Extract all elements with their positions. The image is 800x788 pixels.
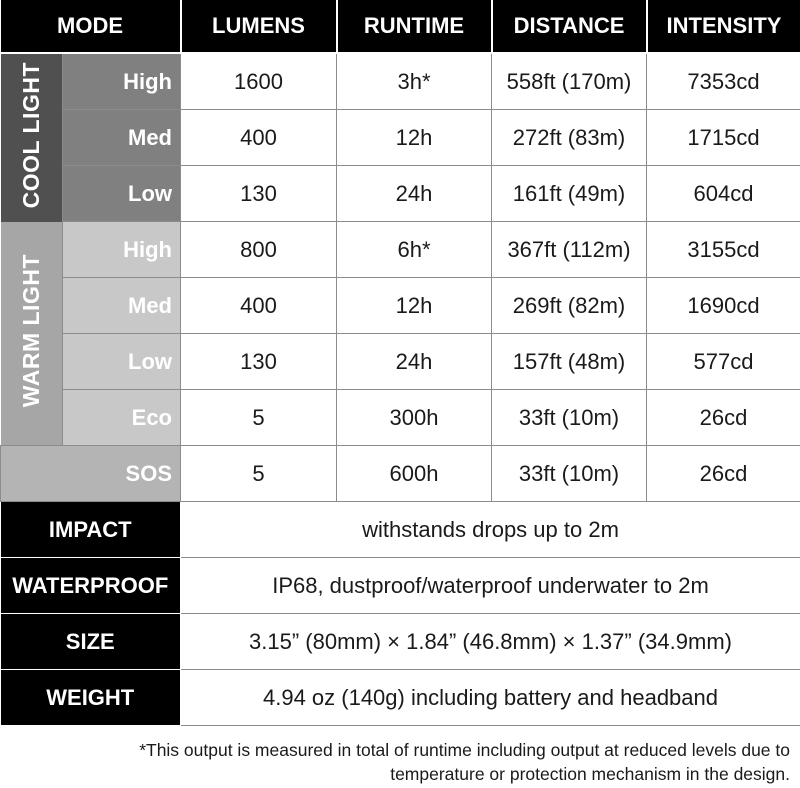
intensity-cell: 577cd xyxy=(647,334,800,390)
runtime-cell: 12h xyxy=(337,278,492,334)
lumens-cell: 5 xyxy=(181,446,337,502)
lumens-cell: 130 xyxy=(181,166,337,222)
table-row xyxy=(1,110,800,166)
table-row xyxy=(1,222,800,278)
spec-label: SIZE xyxy=(1,614,181,670)
spec-value: IP68, dustproof/waterproof underwater to 2m xyxy=(181,558,800,614)
mode-level: Med xyxy=(63,110,181,166)
spec-row-waterproof xyxy=(1,558,800,614)
distance-cell: 33ft (10m) xyxy=(492,390,647,446)
spec-label: IMPACT xyxy=(1,502,181,558)
cool-light-group-label: COOL LIGHT xyxy=(1,53,63,222)
header-lumens: LUMENS xyxy=(181,0,337,53)
spec-value: withstands drops up to 2m xyxy=(181,502,800,558)
lumens-cell: 5 xyxy=(181,390,337,446)
intensity-cell: 3155cd xyxy=(647,222,800,278)
intensity-cell: 1715cd xyxy=(647,110,800,166)
mode-level: Med xyxy=(63,278,181,334)
header-intensity: INTENSITY xyxy=(647,0,800,53)
mode-level-sos: SOS xyxy=(1,446,181,502)
intensity-cell: 7353cd xyxy=(647,53,800,110)
distance-cell: 272ft (83m) xyxy=(492,110,647,166)
spec-label: WATERPROOF xyxy=(1,558,181,614)
header-row xyxy=(1,0,800,53)
intensity-cell: 1690cd xyxy=(647,278,800,334)
distance-cell: 367ft (112m) xyxy=(492,222,647,278)
footnote-line-2: temperature or protection mechanism in the design. xyxy=(390,764,790,784)
runtime-cell: 6h* xyxy=(337,222,492,278)
distance-cell: 269ft (82m) xyxy=(492,278,647,334)
table-row xyxy=(1,446,800,502)
distance-cell: 558ft (170m) xyxy=(492,53,647,110)
spec-row-size xyxy=(1,614,800,670)
lumens-cell: 800 xyxy=(181,222,337,278)
runtime-cell: 24h xyxy=(337,166,492,222)
lumens-cell: 400 xyxy=(181,110,337,166)
mode-level: Low xyxy=(63,166,181,222)
intensity-cell: 604cd xyxy=(647,166,800,222)
lumens-cell: 1600 xyxy=(181,53,337,110)
header-mode: MODE xyxy=(1,0,181,53)
spec-row-impact xyxy=(1,502,800,558)
table-row xyxy=(1,53,800,110)
spec-row-weight xyxy=(1,670,800,726)
runtime-cell: 24h xyxy=(337,334,492,390)
distance-cell: 161ft (49m) xyxy=(492,166,647,222)
mode-level: High xyxy=(63,222,181,278)
intensity-cell: 26cd xyxy=(647,446,800,502)
distance-cell: 157ft (48m) xyxy=(492,334,647,390)
table-row xyxy=(1,278,800,334)
mode-level: Eco xyxy=(63,390,181,446)
table-row xyxy=(1,334,800,390)
lumens-cell: 130 xyxy=(181,334,337,390)
spec-value: 4.94 oz (140g) including battery and headband xyxy=(181,670,800,726)
warm-light-group-label: WARM LIGHT xyxy=(1,222,63,446)
header-runtime: RUNTIME xyxy=(337,0,492,53)
runtime-cell: 600h xyxy=(337,446,492,502)
lumens-cell: 400 xyxy=(181,278,337,334)
distance-cell: 33ft (10m) xyxy=(492,446,647,502)
intensity-cell: 26cd xyxy=(647,390,800,446)
runtime-cell: 300h xyxy=(337,390,492,446)
mode-level: Low xyxy=(63,334,181,390)
runtime-cell: 3h* xyxy=(337,53,492,110)
header-distance: DISTANCE xyxy=(492,0,647,53)
spec-value: 3.15” (80mm) × 1.84” (46.8mm) × 1.37” (34.9mm) xyxy=(181,614,800,670)
table-row xyxy=(1,166,800,222)
runtime-cell: 12h xyxy=(337,110,492,166)
table-row xyxy=(1,390,800,446)
footnote-line-1: *This output is measured in total of runtime including output at reduced levels due to xyxy=(139,740,790,760)
spec-label: WEIGHT xyxy=(1,670,181,726)
footnote xyxy=(30,738,790,786)
mode-level: High xyxy=(63,53,181,110)
